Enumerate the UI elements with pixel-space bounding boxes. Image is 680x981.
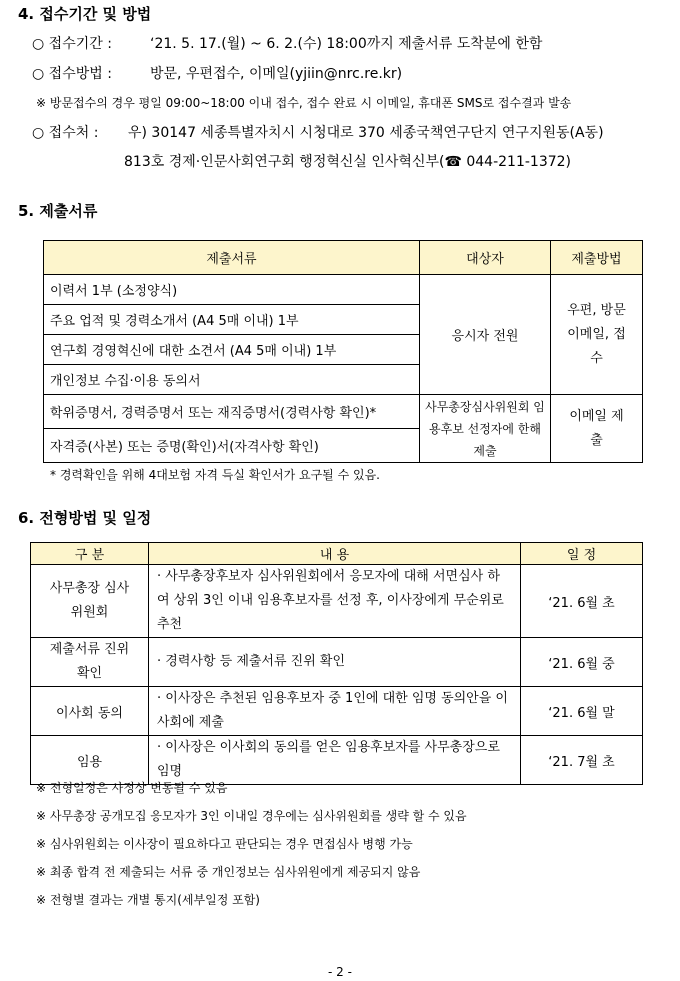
target-all: 응시자 전원 <box>420 275 551 395</box>
address-label: ○ 접수처 : <box>32 125 99 141</box>
visit-note: ※ 방문접수의 경우 평일 09:00~18:00 이내 접수, 접수 완료 시 이메일, 휴대폰 SMS로 접수결과 발송 <box>36 96 572 110</box>
header-documents: 제출서류 <box>44 241 420 275</box>
document-item: 개인정보 수집·이용 동의서 <box>44 365 420 395</box>
section5-title: 5. 제출서류 <box>18 202 98 220</box>
page-number: - 2 - <box>328 965 352 979</box>
row-category: 임용 <box>31 736 149 785</box>
row-schedule: ‘21. 7월 초 <box>521 736 643 785</box>
address-line1: 우) 30147 세종특별자치시 시청대로 370 세종국책연구단지 연구지원동(A동) <box>128 125 604 141</box>
row-content: · 경력사항 등 제출서류 진위 확인 <box>149 638 521 687</box>
method-label: ○ 접수방법 : <box>32 66 112 82</box>
phone-icon: ☎ <box>444 154 462 170</box>
address-line2-b: 044-211-1372) <box>461 154 572 170</box>
method-selected: 이메일 제출 <box>551 395 643 463</box>
header-schedule: 일 정 <box>521 543 643 565</box>
header-category: 구 분 <box>31 543 149 565</box>
schedule-note: ※ 최종 합격 전 제출되는 서류 중 개인정보는 심사위원에게 제공되지 않음 <box>36 865 421 879</box>
row-schedule: ‘21. 6월 말 <box>521 687 643 736</box>
section6-title: 6. 전형방법 및 일정 <box>18 509 152 527</box>
method-value: 방문, 우편접수, 이메일(yjiin@nrc.re.kr) <box>150 66 403 82</box>
document-item: 연구회 경영혁신에 대한 소견서 (A4 5매 이내) 1부 <box>44 335 420 365</box>
row-content: · 이사장은 추천된 임용후보자 중 1인에 대한 임명 동의안을 이사회에 제출 <box>149 687 521 736</box>
target-selected: 사무총장심사위원회 임용후보 선정자에 한해 제출 <box>420 395 551 463</box>
row-category: 사무총장 심사위원회 <box>31 565 149 638</box>
document-item: 학위증명서, 경력증명서 또는 재직증명서(경력사항 확인)* <box>44 395 420 429</box>
address-line2-a: 813호 경제·인문사회연구회 행정혁신실 인사혁신부( <box>124 154 445 170</box>
schedule-note: ※ 전형일정은 사정상 변동될 수 있음 <box>36 781 228 795</box>
document-item: 이력서 1부 (소정양식) <box>44 275 420 305</box>
row-content: · 이사장은 이사회의 동의를 얻은 임용후보자를 사무총장으로 임명 <box>149 736 521 785</box>
header-target: 대상자 <box>420 241 551 275</box>
row-category: 제출서류 진위확인 <box>31 638 149 687</box>
period-label: ○ 접수기간 : <box>32 36 112 52</box>
schedule-note: ※ 심사위원회는 이사장이 필요하다고 판단되는 경우 면접심사 병행 가능 <box>36 837 413 851</box>
row-content: · 사무총장후보자 심사위원회에서 응모자에 대해 서면심사 하여 상위 3인 이내 임용후보자를 선정 후, 이사장에게 무순위로 추천 <box>149 565 521 638</box>
header-method: 제출방법 <box>551 241 643 275</box>
schedule-table <box>30 542 643 785</box>
row-schedule: ‘21. 6월 중 <box>521 638 643 687</box>
row-schedule: ‘21. 6월 초 <box>521 565 643 638</box>
address-line2 <box>124 151 571 171</box>
period-value: ‘21. 5. 17.(월) ~ 6. 2.(수) 18:00까지 제출서류 도착분에 한함 <box>150 36 543 52</box>
schedule-note: ※ 전형별 결과는 개별 통지(세부일정 포함) <box>36 893 260 907</box>
header-content: 내 용 <box>149 543 521 565</box>
section4-title: 4. 접수기간 및 방법 <box>18 5 152 23</box>
documents-table <box>43 240 643 463</box>
documents-footnote: * 경력확인을 위해 4대보험 자격 득실 확인서가 요구될 수 있음. <box>50 468 380 482</box>
method-all: 우편, 방문 이메일, 접수 <box>551 275 643 395</box>
document-item: 자격증(사본) 또는 증명(확인)서(자격사항 확인) <box>44 429 420 463</box>
document-item: 주요 업적 및 경력소개서 (A4 5매 이내) 1부 <box>44 305 420 335</box>
row-category: 이사회 동의 <box>31 687 149 736</box>
schedule-note: ※ 사무총장 공개모집 응모자가 3인 이내일 경우에는 심사위원회를 생략 할 수 있음 <box>36 809 467 823</box>
